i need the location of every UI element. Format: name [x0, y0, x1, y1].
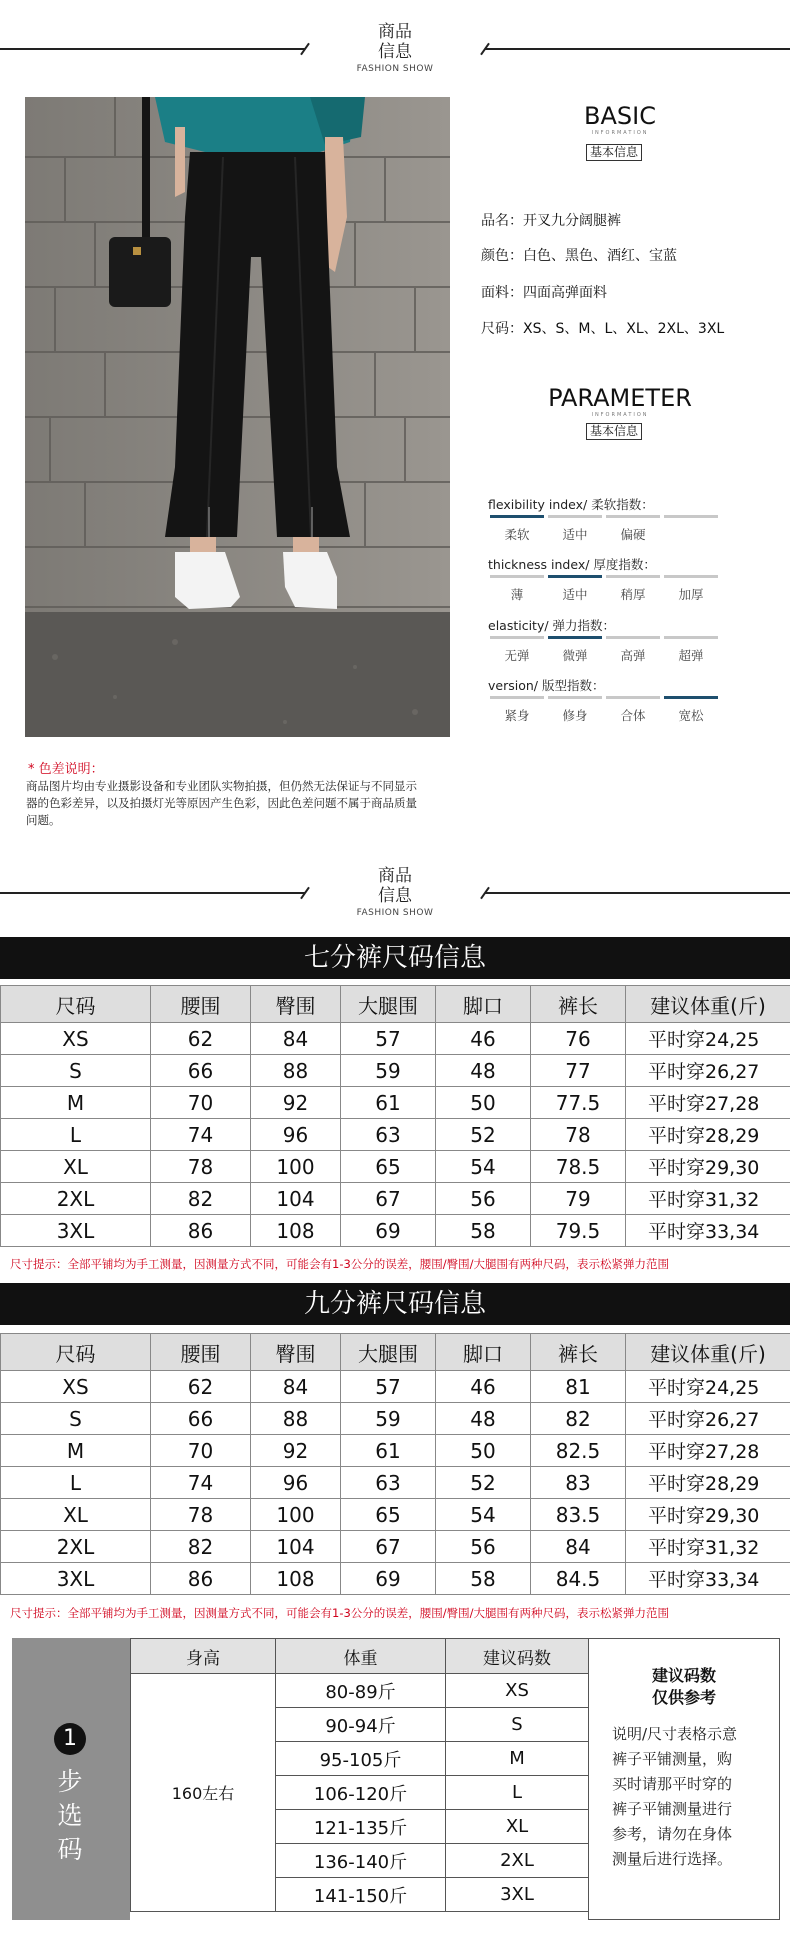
section-title: [345, 866, 445, 906]
table-cell: 67: [341, 1531, 436, 1563]
table-cell: 57: [341, 1371, 436, 1403]
index-bar: [490, 696, 544, 699]
header-divider-left: [0, 48, 305, 50]
table-row: [1, 1055, 790, 1087]
index-bar: [548, 515, 602, 518]
table-cell: 86: [151, 1563, 251, 1595]
table-row: [1, 1215, 790, 1247]
color-note-body: 商品图片均由专业摄影设备和专业团队实物拍摄，但仍然无法保证与不同显示器的色彩差异，以及拍摄灯光等原因产生色彩，因此色差问题不属于商品质量问题。: [26, 779, 417, 827]
info-value: 白色、黑色、酒红、宝蓝: [523, 248, 677, 264]
table-cell: 78: [531, 1119, 626, 1151]
info-row-color: [481, 245, 677, 265]
recommend-line: 裤子平铺测量进行: [612, 1800, 733, 1818]
table-cell: 77: [531, 1055, 626, 1087]
section-title: [345, 22, 445, 62]
index-option-label: 适中: [562, 587, 588, 602]
table-cell: 57: [341, 1023, 436, 1055]
index-option-label: 偏硬: [620, 527, 646, 542]
column-header: 腰围: [151, 986, 251, 1023]
step-text-3: 码: [57, 1835, 83, 1864]
parameter-title-cn: 基本信息: [586, 423, 642, 440]
column-header: 腰围: [151, 1334, 251, 1371]
product-photo: [25, 97, 450, 737]
table-cell: 平时穿31,32: [626, 1531, 790, 1563]
column-header: 裤长: [531, 986, 626, 1023]
table-cell: 66: [151, 1055, 251, 1087]
index-option-label: 薄: [510, 587, 524, 602]
index-bar-selected: [548, 636, 602, 639]
basic-title-en-small: INFORMATION: [591, 130, 649, 136]
table-row: [1, 1499, 790, 1531]
table-row: [1, 1023, 790, 1055]
info-row-size: [481, 318, 724, 338]
table-row: [1, 1119, 790, 1151]
index-bar-selected: [548, 575, 602, 578]
column-header: 臀围: [251, 986, 341, 1023]
section-subtitle: FASHION SHOW: [356, 64, 434, 74]
step-row: [131, 1674, 589, 1708]
table-cell: 69: [341, 1215, 436, 1247]
table-cell: 52: [436, 1119, 531, 1151]
info-value: 四面高弹面料: [523, 285, 607, 301]
step-column-header: 体重: [276, 1639, 446, 1674]
info-value: 开叉九分阔腿裤: [523, 213, 621, 229]
table-cell: 62: [151, 1023, 251, 1055]
size-cell: M: [446, 1742, 589, 1776]
table-cell: 79: [531, 1183, 626, 1215]
index-title: elasticity/ 弹力指数：: [488, 618, 616, 633]
table-row: [1, 1403, 790, 1435]
table-cell: 63: [341, 1467, 436, 1499]
table-cell: 平时穿27,28: [626, 1435, 790, 1467]
parameter-title-en-small: INFORMATION: [591, 412, 649, 418]
index-bar: [606, 696, 660, 699]
basic-title-cn: 基本信息: [586, 144, 642, 161]
info-label: 面料：: [481, 285, 523, 301]
table-cell: 平时穿28,29: [626, 1119, 790, 1151]
size-cell: 2XL: [446, 1844, 589, 1878]
table-cell: 78: [151, 1151, 251, 1183]
table-cell: 56: [436, 1531, 531, 1563]
title-line-2: 信息: [378, 886, 412, 906]
title-line-1: 商品: [378, 866, 412, 886]
table-cell: 79.5: [531, 1215, 626, 1247]
step-column-header: 建议码数: [446, 1639, 589, 1674]
table-cell: 96: [251, 1467, 341, 1499]
table-cell: 平时穿26,27: [626, 1055, 790, 1087]
index-bar: [490, 636, 544, 639]
recommend-title-1: 建议码数: [651, 1666, 716, 1685]
table-cell: 平时穿31,32: [626, 1183, 790, 1215]
table-cell: 88: [251, 1403, 341, 1435]
table-cell: 65: [341, 1499, 436, 1531]
table-cell: 平时穿24,25: [626, 1023, 790, 1055]
table-cell: 65: [341, 1151, 436, 1183]
table-cell: 50: [436, 1435, 531, 1467]
table-cell: 52: [436, 1467, 531, 1499]
column-header: 大腿围: [341, 1334, 436, 1371]
table-cell: 104: [251, 1183, 341, 1215]
index-option-label: 高弹: [620, 648, 646, 663]
height-cell: 160左右: [131, 1674, 276, 1912]
table-cell: 82: [151, 1183, 251, 1215]
table-cell: 平时穿29,30: [626, 1151, 790, 1183]
index-option-label: 宽松: [678, 708, 704, 723]
column-header: 裤长: [531, 1334, 626, 1371]
cropped-size-tip: 尺寸提示：全部平铺均为手工测量，因测量方式不同，可能会有1-3公分的误差，腰围/臀围/大腿围有两种尺码，表示松紧弹力范围: [10, 1606, 670, 1620]
title-line-1: 商品: [378, 22, 412, 42]
table-cell: 77.5: [531, 1087, 626, 1119]
table-row: [1, 1563, 790, 1595]
weight-cell: 90-94斤: [276, 1708, 446, 1742]
table-cell: 88: [251, 1055, 341, 1087]
table-cell: 84: [251, 1023, 341, 1055]
table-cell: 66: [151, 1403, 251, 1435]
table-cell: 92: [251, 1435, 341, 1467]
index-bar-selected: [490, 515, 544, 518]
recommend-line: 参考，请勿在身体: [612, 1825, 733, 1843]
table-cell: 平时穿33,34: [626, 1563, 790, 1595]
table-cell: 2XL: [1, 1531, 151, 1563]
basic-title-en: BASIC: [584, 102, 656, 130]
table-cell: 84.5: [531, 1563, 626, 1595]
table-row: [1, 1087, 790, 1119]
capri-size-table-title: 七分裤尺码信息: [0, 937, 790, 979]
weight-cell: 136-140斤: [276, 1844, 446, 1878]
title-line-2: 信息: [378, 42, 412, 62]
table-cell: 84: [531, 1531, 626, 1563]
index-bar: [490, 575, 544, 578]
table-cell: 平时穿33,34: [626, 1215, 790, 1247]
table-cell: 86: [151, 1215, 251, 1247]
table-row: [1, 1371, 790, 1403]
capri-size-tip: 尺寸提示：全部平铺均为手工测量，因测量方式不同，可能会有1-3公分的误差，腰围/臀围/大腿围有两种尺码，表示松紧弹力范围: [10, 1257, 670, 1271]
table-cell: 46: [436, 1371, 531, 1403]
column-header: 尺码: [1, 986, 151, 1023]
index-bar: [606, 515, 660, 518]
recommend-title-2: 仅供参考: [651, 1688, 716, 1707]
table-cell: 83.5: [531, 1499, 626, 1531]
step-header-row: [131, 1639, 589, 1674]
index-bar: [664, 636, 718, 639]
table-cell: 平时穿24,25: [626, 1371, 790, 1403]
table-row: [1, 1435, 790, 1467]
table-cell: 81: [531, 1371, 626, 1403]
weight-cell: 121-135斤: [276, 1810, 446, 1844]
color-note-title: * 色差说明：: [28, 762, 104, 777]
column-header: 脚口: [436, 1334, 531, 1371]
index-bar-selected: [664, 696, 718, 699]
info-label: 颜色：: [481, 248, 523, 264]
index-option-label: 微弹: [562, 648, 588, 663]
section-header-product-info: [0, 22, 790, 82]
cropped-size-table-title: 九分裤尺码信息: [0, 1283, 790, 1325]
table-cell: 96: [251, 1119, 341, 1151]
index-option-label: 柔软: [504, 527, 530, 542]
table-cell: 74: [151, 1467, 251, 1499]
step-number-badge: 1: [54, 1723, 86, 1755]
table-cell: 92: [251, 1087, 341, 1119]
table-cell: XS: [1, 1023, 151, 1055]
table-header-row: [1, 986, 790, 1023]
table-cell: S: [1, 1403, 151, 1435]
recommend-line: 买时请那平时穿的: [612, 1775, 733, 1793]
info-label: 品名：: [481, 213, 523, 229]
table-cell: 平时穿27,28: [626, 1087, 790, 1119]
size-cell: XS: [446, 1674, 589, 1708]
weight-cell: 106-120斤: [276, 1776, 446, 1810]
index-title: thickness index/ 厚度指数：: [488, 557, 656, 572]
index-option-label: 修身: [562, 708, 588, 723]
table-cell: 82.5: [531, 1435, 626, 1467]
table-header-row: [1, 1334, 790, 1371]
table-row: [1, 1467, 790, 1499]
size-cell: 3XL: [446, 1878, 589, 1912]
index-bar: [664, 515, 718, 518]
recommend-line: 测量后进行选择。: [612, 1850, 733, 1868]
capri-size-table: [0, 985, 790, 1247]
index-title: version/ 版型指数：: [488, 678, 605, 693]
table-cell: 78.5: [531, 1151, 626, 1183]
size-recommend-table: [130, 1638, 589, 1912]
table-cell: 58: [436, 1215, 531, 1247]
table-cell: 46: [436, 1023, 531, 1055]
table-cell: L: [1, 1119, 151, 1151]
weight-cell: 141-150斤: [276, 1878, 446, 1912]
table-cell: 104: [251, 1531, 341, 1563]
table-cell: 59: [341, 1403, 436, 1435]
header-divider-left: [0, 892, 305, 894]
table-cell: 平时穿29,30: [626, 1499, 790, 1531]
table-cell: 59: [341, 1055, 436, 1087]
table-cell: XS: [1, 1371, 151, 1403]
index-option-label: 紧身: [504, 708, 530, 723]
table-cell: 76: [531, 1023, 626, 1055]
recommend-line: 裤子平铺测量，购: [612, 1750, 733, 1768]
table-cell: 67: [341, 1183, 436, 1215]
table-cell: 3XL: [1, 1215, 151, 1247]
step-text-2: 选: [57, 1801, 83, 1830]
weight-cell: 80-89斤: [276, 1674, 446, 1708]
table-cell: 78: [151, 1499, 251, 1531]
table-cell: 63: [341, 1119, 436, 1151]
size-cell: S: [446, 1708, 589, 1742]
table-cell: 48: [436, 1055, 531, 1087]
table-cell: 100: [251, 1151, 341, 1183]
parameter-title-en: PARAMETER: [548, 384, 692, 412]
column-header: 脚口: [436, 986, 531, 1023]
index-option-label: 适中: [562, 527, 588, 542]
table-cell: 82: [151, 1531, 251, 1563]
table-cell: 3XL: [1, 1563, 151, 1595]
cropped-size-table: [0, 1333, 790, 1595]
table-cell: 54: [436, 1151, 531, 1183]
size-cell: L: [446, 1776, 589, 1810]
index-bar: [548, 696, 602, 699]
table-cell: 70: [151, 1435, 251, 1467]
table-cell: 108: [251, 1563, 341, 1595]
table-cell: 2XL: [1, 1183, 151, 1215]
table-cell: M: [1, 1435, 151, 1467]
index-option-label: 无弹: [504, 648, 530, 663]
info-row-fabric: [481, 282, 607, 302]
step-column-header: 身高: [131, 1639, 276, 1674]
table-cell: 69: [341, 1563, 436, 1595]
table-cell: 100: [251, 1499, 341, 1531]
index-bar: [606, 636, 660, 639]
step-text-1: 步: [57, 1767, 83, 1796]
info-label: 尺码：: [481, 321, 523, 337]
column-header: 臀围: [251, 1334, 341, 1371]
section-header-size-info: [0, 866, 790, 926]
table-cell: 54: [436, 1499, 531, 1531]
recommend-body: [612, 1722, 762, 1872]
table-cell: 61: [341, 1087, 436, 1119]
column-header: 大腿围: [341, 986, 436, 1023]
table-cell: 50: [436, 1087, 531, 1119]
table-cell: L: [1, 1467, 151, 1499]
index-bar: [664, 575, 718, 578]
table-row: [1, 1183, 790, 1215]
index-bar: [606, 575, 660, 578]
table-cell: 56: [436, 1183, 531, 1215]
column-header: 尺码: [1, 1334, 151, 1371]
table-cell: 70: [151, 1087, 251, 1119]
table-cell: 平时穿28,29: [626, 1467, 790, 1499]
table-cell: 74: [151, 1119, 251, 1151]
table-row: [1, 1531, 790, 1563]
table-cell: 平时穿26,27: [626, 1403, 790, 1435]
table-cell: M: [1, 1087, 151, 1119]
info-value: XS、S、M、L、XL、2XL、3XL: [523, 321, 725, 337]
index-title: flexibility index/ 柔软指数：: [488, 497, 654, 512]
section-subtitle: FASHION SHOW: [356, 908, 434, 918]
table-cell: 84: [251, 1371, 341, 1403]
column-header: 建议体重(斤): [626, 1334, 790, 1371]
table-cell: S: [1, 1055, 151, 1087]
header-divider-right: [485, 48, 790, 50]
table-cell: XL: [1, 1499, 151, 1531]
table-cell: 108: [251, 1215, 341, 1247]
table-cell: 62: [151, 1371, 251, 1403]
recommend-line: 说明/尺寸表格示意: [612, 1725, 738, 1743]
table-cell: 82: [531, 1403, 626, 1435]
table-cell: 58: [436, 1563, 531, 1595]
weight-cell: 95-105斤: [276, 1742, 446, 1776]
table-row: [1, 1151, 790, 1183]
column-header: 建议体重(斤): [626, 986, 790, 1023]
index-option-label: 合体: [620, 708, 646, 723]
size-cell: XL: [446, 1810, 589, 1844]
index-option-label: 稍厚: [620, 587, 646, 602]
table-cell: 48: [436, 1403, 531, 1435]
table-cell: XL: [1, 1151, 151, 1183]
table-cell: 61: [341, 1435, 436, 1467]
index-option-label: 加厚: [678, 587, 704, 602]
info-row-name: [481, 210, 621, 230]
header-divider-right: [485, 892, 790, 894]
table-cell: 83: [531, 1467, 626, 1499]
index-option-label: 超弹: [678, 648, 704, 663]
